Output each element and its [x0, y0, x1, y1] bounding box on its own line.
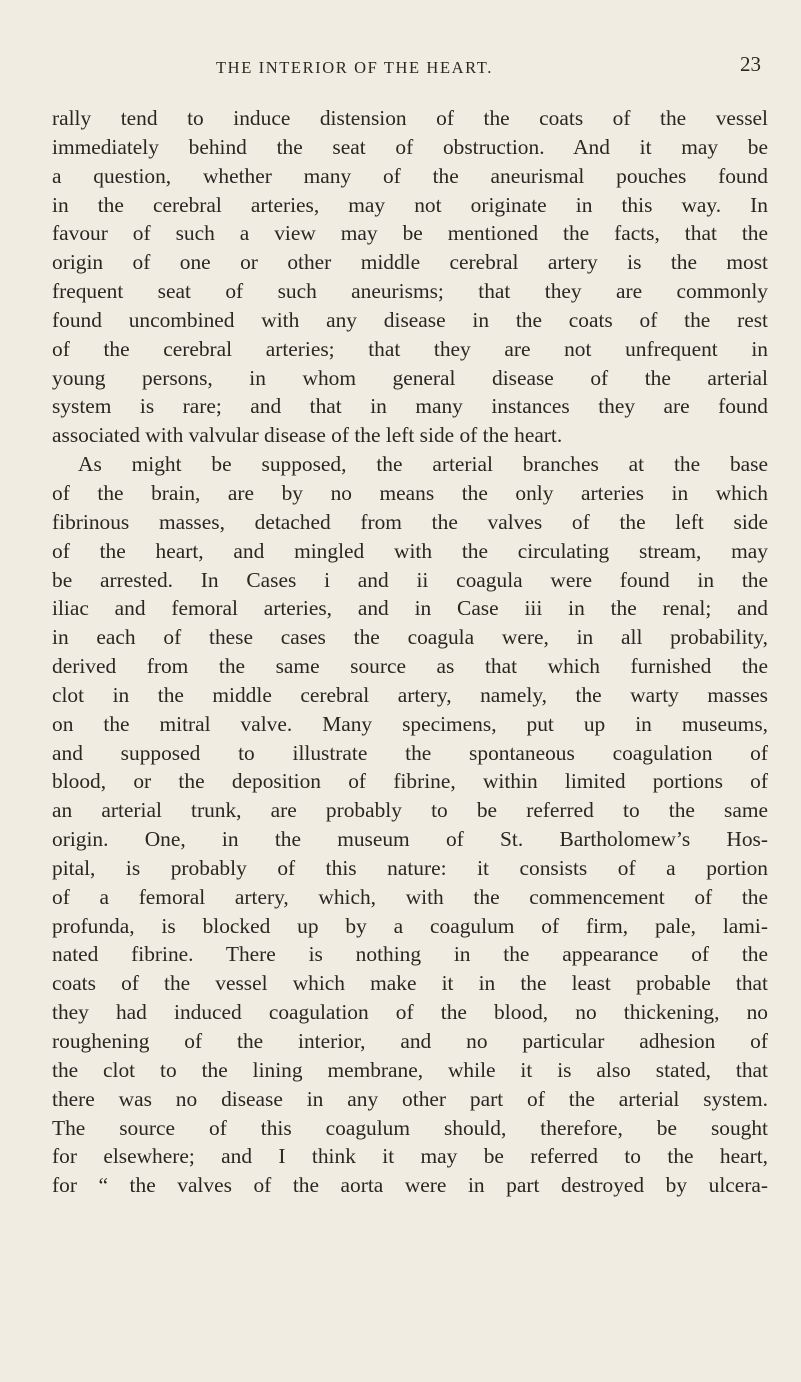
text-line: origin of one or other middle cerebral artery is the most	[52, 250, 768, 275]
text-line: of the brain, are by no means the only arteries in which	[52, 480, 768, 505]
text-line: pital, is probably of this nature: it consists of a portion	[52, 855, 768, 880]
text-line: young persons, in whom general disease of the arterial	[52, 365, 768, 390]
text-line: a question, whether many of the aneurismal pouches found	[52, 163, 768, 188]
text-line: and supposed to illustrate the spontaneous coagulation of	[52, 740, 768, 765]
text-line: fibrinous masses, detached from the valves of the left side	[52, 509, 768, 534]
text-line: coats of the vessel which make it in the least probable that	[52, 971, 768, 996]
text-line: nated fibrine. There is nothing in the appearance of the	[52, 942, 768, 967]
text-line: The source of this coagulum should, therefore, be sought	[52, 1115, 768, 1140]
text-line: clot in the middle cerebral artery, namely, the warty masses	[52, 682, 768, 707]
text-line: of a femoral artery, which, with the commencement of the	[52, 884, 768, 909]
text-line: in the cerebral arteries, may not originate in this way. In	[52, 192, 768, 217]
text-line: rally tend to induce distension of the coats of the vessel	[52, 106, 768, 130]
text-line: found uncombined with any disease in the coats of the rest	[52, 307, 768, 332]
text-line: derived from the same source as that which furnished the	[52, 654, 768, 679]
text-line: system is rare; and that in many instances they are found	[52, 394, 768, 419]
text-line: blood, or the deposition of fibrine, within limited portions of	[52, 769, 768, 794]
text-line: roughening of the interior, and no particular adhesion of	[52, 1029, 768, 1053]
text-line: of the cerebral arteries; that they are not unfrequent in	[52, 336, 768, 361]
text-line: the clot to the lining membrane, while it is also stated, that	[52, 1057, 768, 1082]
page-number: 23	[740, 52, 761, 76]
text-line: be arrested. In Cases i and ii coagula were found in the	[52, 567, 768, 592]
text-line: on the mitral valve. Many specimens, put up in museums,	[52, 711, 768, 736]
text-line: in each of these cases the coagula were, in all probability,	[52, 625, 768, 650]
text-line: favour of such a view may be mentioned the facts, that the	[52, 221, 768, 246]
text-line: origin. One, in the museum of St. Bartholomew’s Hos-	[52, 827, 768, 852]
text-line: frequent seat of such aneurisms; that they are commonly	[52, 279, 768, 304]
text-line: associated with valvular disease of the left side of the heart.	[52, 423, 563, 448]
text-line: they had induced coagulation of the blood, no thickening, no	[52, 1000, 768, 1025]
text-line: iliac and femoral arteries, and in Case iii in the renal; and	[52, 596, 768, 621]
text-line: there was no disease in any other part of the arterial system.	[52, 1086, 768, 1111]
text-line: profunda, is blocked up by a coagulum of firm, pale, lami-	[52, 913, 768, 938]
text-line: of the heart, and mingled with the circulating stream, may	[52, 538, 768, 563]
text-line: immediately behind the seat of obstruction. And it may be	[52, 134, 768, 159]
text-line: for “ the valves of the aorta were in part destroyed by ulcera-	[52, 1173, 768, 1198]
text-line: for elsewhere; and I think it may be referred to the heart,	[52, 1144, 768, 1169]
text-line: As might be supposed, the arterial branches at the base	[78, 452, 768, 477]
text-line: an arterial trunk, are probably to be referred to the same	[52, 798, 768, 823]
body-text	[52, 104, 768, 1200]
running-title: THE INTERIOR OF THE HEART.	[216, 58, 493, 77]
